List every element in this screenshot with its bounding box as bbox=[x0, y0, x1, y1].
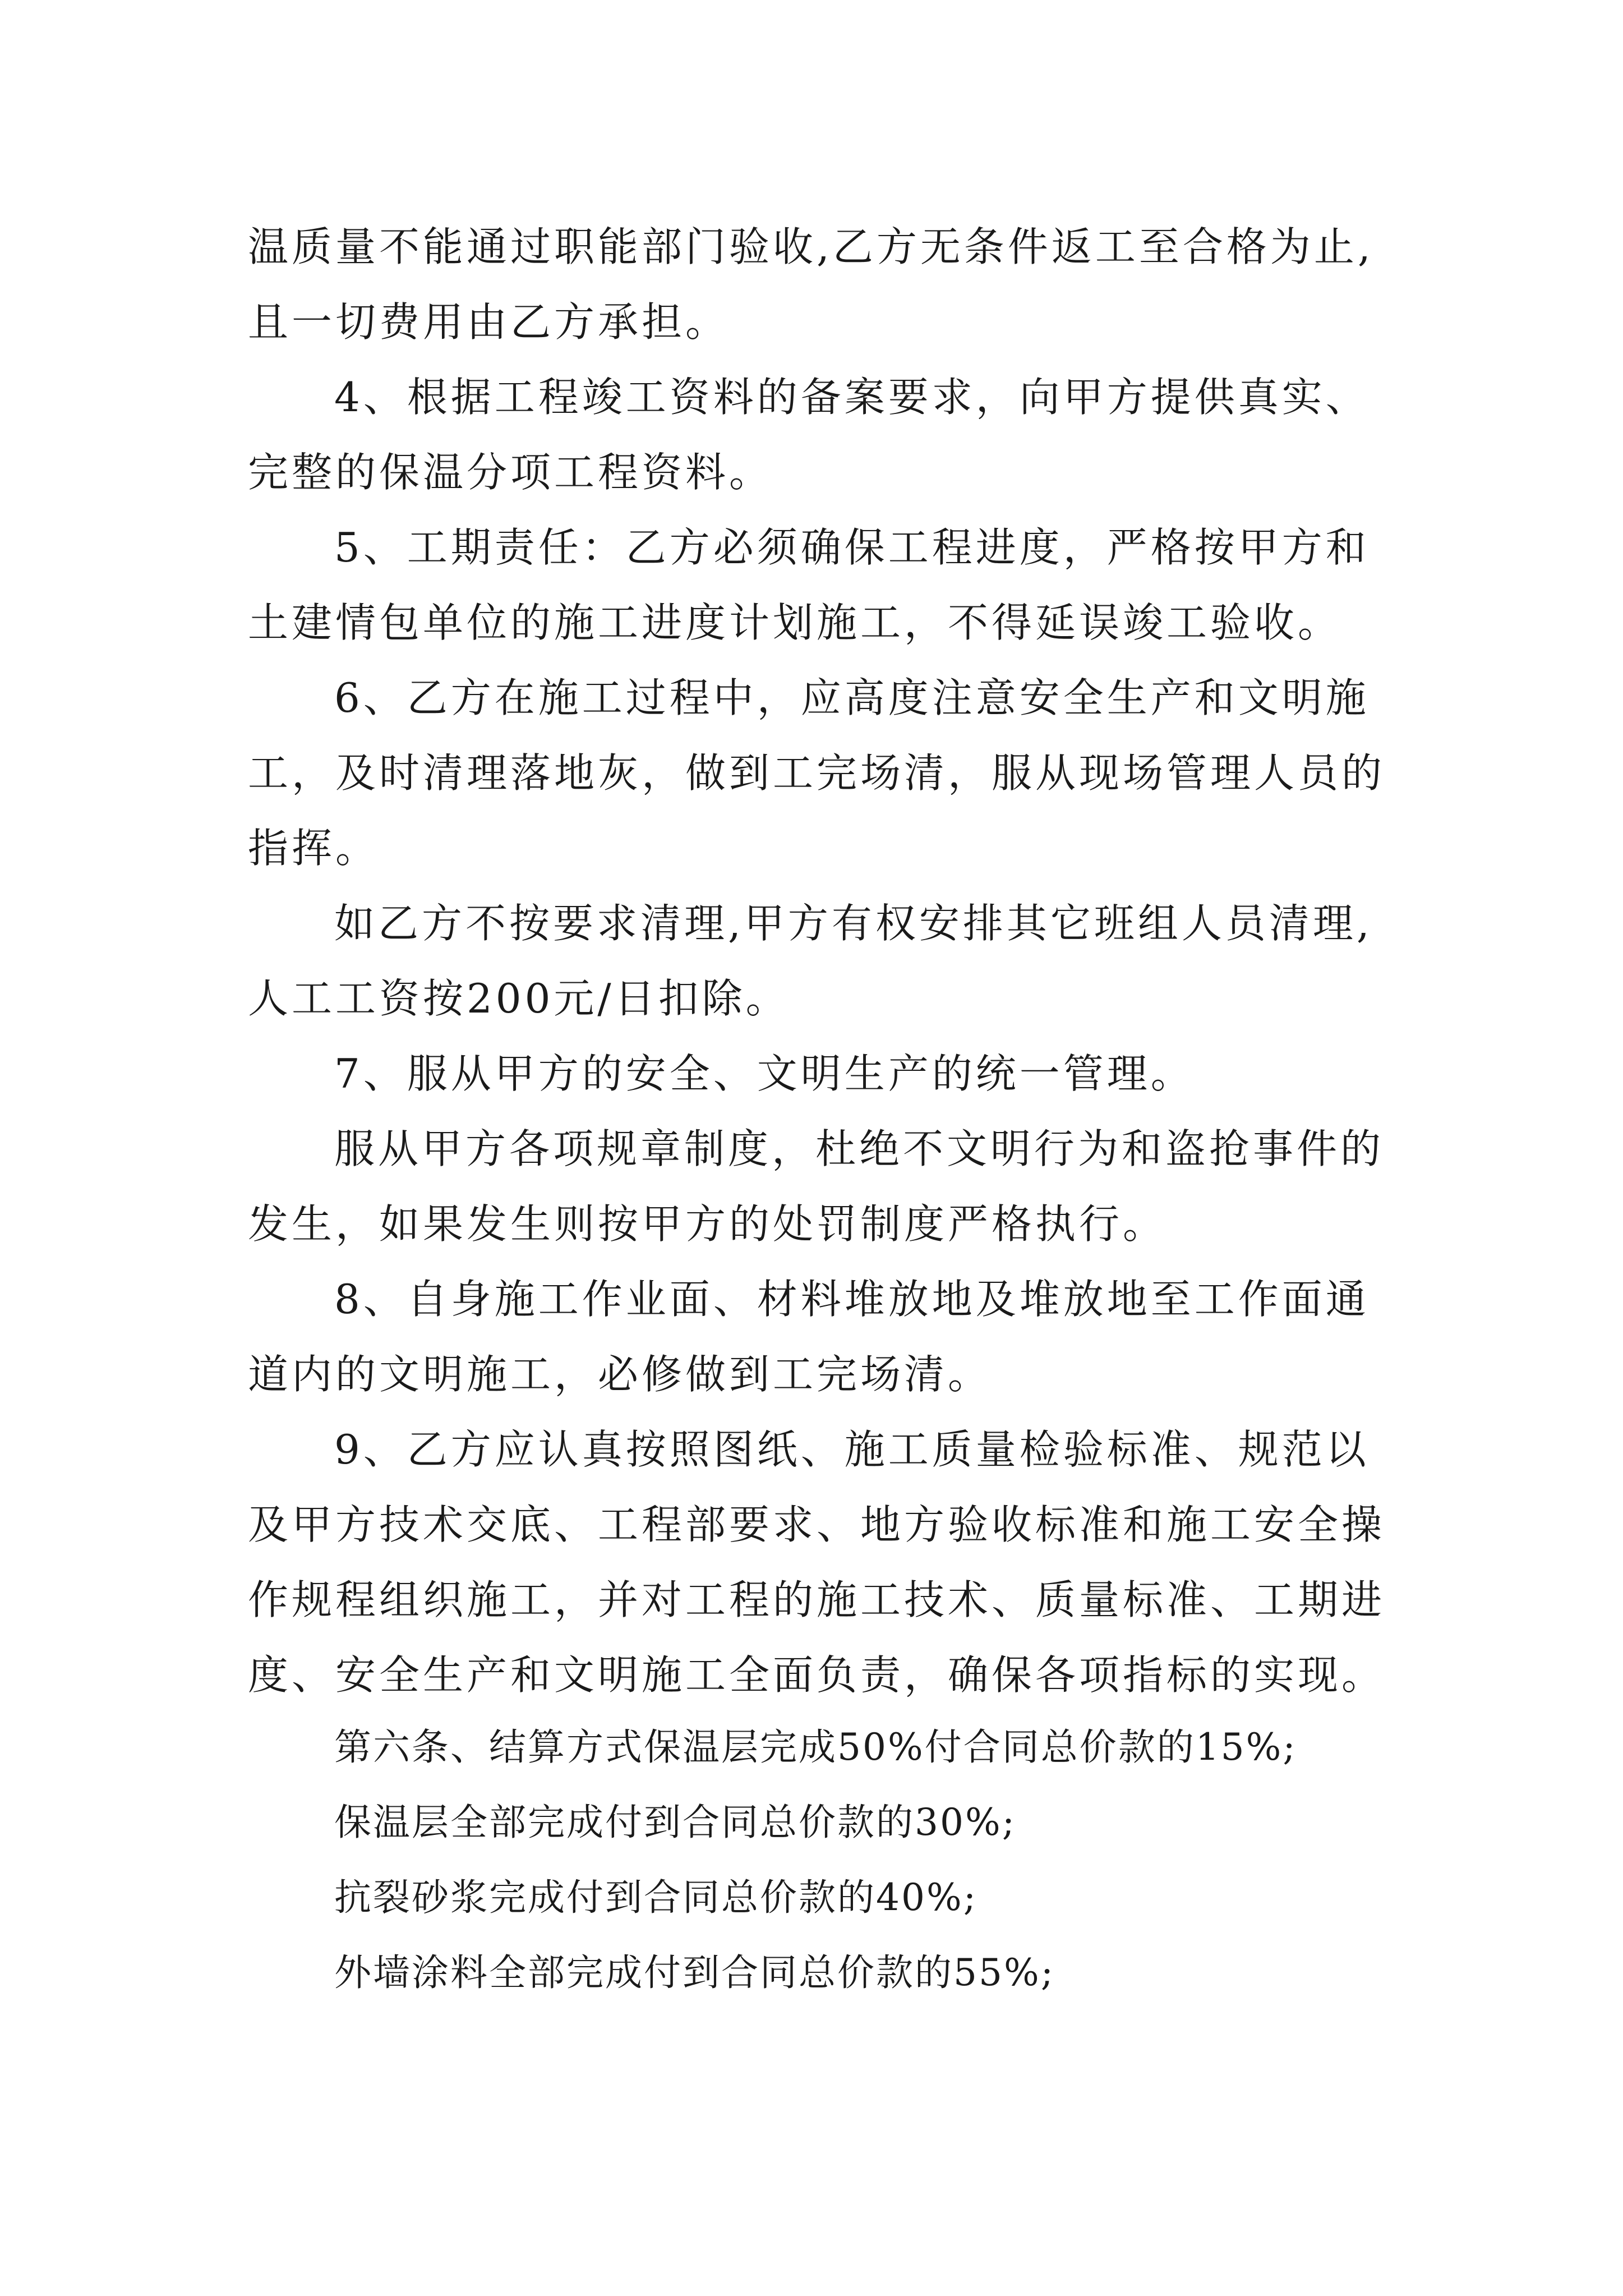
text-line-14: 发生，如果发生则按甲方的处罚制度严格执行。 bbox=[248, 1200, 1167, 1248]
text-line-19: 作规程组织施工，并对工程的施工技术、质量标准、工期进 bbox=[248, 1576, 1386, 1623]
text-line-1: 温质量不能通过职能部门验收,乙方无条件返工至合格为止, bbox=[248, 223, 1374, 270]
text-line-2: 且一切费用由乙方承担。 bbox=[248, 298, 730, 346]
text-line-15: 8、自身施工作业面、材料堆放地及堆放地至工作面通 bbox=[334, 1276, 1370, 1323]
text-line-5: 5、工期责任：乙方必须确保工程进度，严格按甲方和 bbox=[334, 524, 1370, 571]
text-line-11: 人工工资按200元/日扣除。 bbox=[248, 975, 790, 1022]
text-line-3: 4、根据工程竣工资料的备案要求，向甲方提供真实、 bbox=[334, 374, 1370, 421]
text-line-12: 7、服从甲方的安全、文明生产的统一管理。 bbox=[334, 1050, 1195, 1097]
text-line-8: 工，及时清理落地灰，做到工完场清，服从现场管理人员的 bbox=[248, 749, 1386, 797]
text-line-7: 6、乙方在施工过程中，应高度注意安全生产和文明施 bbox=[334, 674, 1370, 721]
text-line-23: 抗裂砂浆完成付到合同总价款的40%; bbox=[334, 1876, 978, 1919]
text-line-16: 道内的文明施工，必修做到工完场清。 bbox=[248, 1351, 992, 1398]
text-line-6: 土建情包单位的施工进度计划施工，不得延误竣工验收。 bbox=[248, 599, 1342, 646]
text-line-13: 服从甲方各项规章制度，杜绝不文明行为和盗抢事件的 bbox=[334, 1125, 1385, 1172]
text-line-9: 指挥。 bbox=[248, 825, 380, 872]
text-line-21: 第六条、结算方式保温层完成50%付合同总价款的15%; bbox=[334, 1726, 1297, 1769]
text-line-10: 如乙方不按要求清理,甲方有权安排其它班组人员清理, bbox=[334, 900, 1373, 947]
text-line-20: 度、安全生产和文明施工全面负责，确保各项指标的实现。 bbox=[248, 1651, 1386, 1699]
text-line-18: 及甲方技术交底、工程部要求、地方验收标准和施工安全操 bbox=[248, 1501, 1386, 1548]
text-line-4: 完整的保温分项工程资料。 bbox=[248, 449, 773, 496]
text-line-24: 外墙涂料全部完成付到合同总价款的55%; bbox=[334, 1951, 1055, 1994]
text-line-17: 9、乙方应认真按照图纸、施工质量检验标准、规范以 bbox=[334, 1426, 1370, 1473]
text-line-22: 保温层全部完成付到合同总价款的30%; bbox=[334, 1801, 1016, 1844]
